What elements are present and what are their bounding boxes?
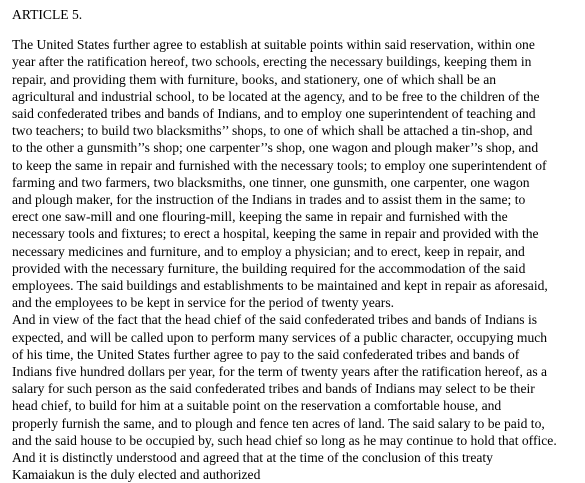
text-line: properly furnish the same, and to plough and fence ten acres of land. The said salary to be paid to, [12, 415, 545, 431]
text-line: erect one saw-mill and one flouring-mill, keeping the same in repair and furnished with the [12, 209, 508, 225]
text-line: year after the ratification hereof, two schools, erecting the necessary buildings, keeping them in [12, 54, 532, 70]
text-line: provided with the necessary furniture, the building required for the accommodation of the said [12, 260, 526, 276]
text-line: The United States further agree to establish at suitable points within said reservation, within one [12, 37, 535, 53]
text-line: to the other a gunsmith’’s shop; one carpenter’’s shop, one wagon and plough maker’’s shop, and [12, 140, 539, 156]
text-line: expected, and will be called upon to perform many services of a public character, occupying much [12, 329, 548, 345]
text-line: necessary medicines and furniture, and to employ a physician; and to erect, keep in repair, and [12, 243, 525, 259]
text-line: necessary tools and fixtures; to erect a hospital, keeping the same in repair and provided with the [12, 226, 539, 242]
text-line: And it is distinctly understood and agreed that at the time of the conclusion of this treaty [12, 450, 493, 466]
text-line: and the said house to be occupied by, such head chief so long as he may continue to hold that office. [12, 432, 557, 448]
article-heading: ARTICLE 5. [12, 7, 83, 22]
text-line: Kamaiakun is the duly elected and authorized [12, 467, 261, 483]
article-body [12, 36, 577, 483]
text-line: two teachers; to build two blacksmiths’’ shops, to one of which shall be attached a tin-shop, and [12, 123, 533, 139]
text-line: said confederated tribes and bands of Indians, and to employ one superintendent of teaching and [12, 106, 536, 122]
text-line: farming and two farmers, two blacksmiths, one tinner, one gunsmith, one carpenter, one wagon [12, 174, 530, 190]
text-line: and the employees to be kept in service for the period of twenty years. [12, 295, 395, 311]
text-line: And in view of the fact that the head chief of the said confederated tribes and bands of Indians is [12, 312, 538, 328]
text-line: employees. The said buildings and establishments to be maintained and kept in repair as aforesaid, [12, 278, 548, 294]
text-line: of his time, the United States further agree to pay to the said confederated tribes and bands of [12, 346, 520, 362]
text-line: repair, and providing them with furniture, books, and stationery, one of which shall be an [12, 71, 497, 87]
text-line: and plough maker, for the instruction of the Indians in trades and to assist them in the same; to [12, 192, 526, 208]
text-line: agricultural and industrial school, to be located at the agency, and to be free to the children of the [12, 88, 540, 104]
text-line: to keep the same in repair and furnished with the necessary tools; to employ one superintendent of [12, 157, 547, 173]
text-line: Indians five hundred dollars per year, for the term of twenty years after the ratification hereof, as a [12, 364, 548, 380]
text-line: salary for such person as the said confederated tribes and bands of Indians may select to be their [12, 381, 535, 397]
text-line: head chief, to build for him at a suitable point on the reservation a comfortable house, and [12, 398, 502, 414]
